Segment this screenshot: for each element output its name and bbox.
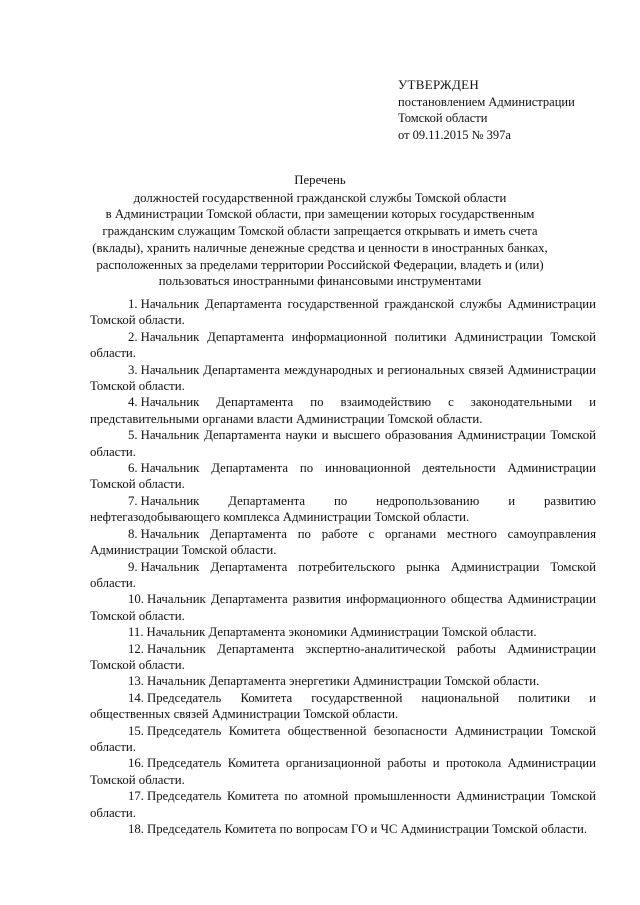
list-item <box>90 821 596 837</box>
item-number: 13. <box>128 674 144 689</box>
list-item <box>90 641 596 674</box>
item-text: Начальник Департамента экономики Администрации Томской области. <box>146 625 537 640</box>
item-number: 1. <box>128 297 138 311</box>
item-text: Начальник Департамента информационной политики Администрации Томской области. <box>90 329 596 361</box>
item-text: Начальник Департамента по инновационной деятельности Администрации Томской области. <box>90 461 596 492</box>
item-number: 4. <box>128 395 138 410</box>
item-number: 16. <box>128 756 144 771</box>
item-number: 8. <box>128 526 138 541</box>
item-number: 18. <box>128 822 144 836</box>
approval-stamp <box>398 77 575 143</box>
item-text: Председатель Комитета общественной безопасности Администрации Томской области. <box>90 723 596 754</box>
item-text: Начальник Департамента по взаимодействию с законодательными и представительными органами власти Администрации Томской области. <box>90 395 596 426</box>
item-text: Председатель Комитета по вопросам ГО и ЧС Администрации Томской области. <box>147 822 588 836</box>
item-text: Начальник Департамента науки и высшего образования Администрации Томской области. <box>90 428 596 459</box>
list-item <box>90 624 596 640</box>
title-line: пользоваться иностранными финансовыми инструментами <box>158 274 482 289</box>
item-number: 5. <box>128 428 138 443</box>
item-number: 7. <box>128 493 138 508</box>
list-item <box>90 591 596 624</box>
item-number: 15. <box>128 723 144 738</box>
item-text: Начальник Департамента потребительского рынка Администрации Томской области. <box>90 559 596 590</box>
item-text: Председатель Комитета по атомной промышленности Администрации Томской области. <box>90 789 596 820</box>
item-text: Начальник Департамента энергетики Администрации Томской области. <box>147 674 540 689</box>
list-item <box>90 493 596 526</box>
list-item <box>90 755 596 788</box>
document-heading: Перечень <box>294 173 346 187</box>
positions-list <box>90 296 596 837</box>
item-number: 10. <box>128 592 144 607</box>
approval-date-number: от 09.11.2015 № 397а <box>398 127 511 142</box>
list-item <box>90 690 596 723</box>
item-number: 11. <box>128 625 144 640</box>
list-item <box>90 427 596 460</box>
title-line: (вклады), хранить наличные денежные средства и ценности в иностранных банках, <box>92 240 548 255</box>
item-number: 14. <box>128 690 144 705</box>
list-item <box>90 329 596 362</box>
approval-title: УТВЕРЖДЕН <box>398 77 480 92</box>
approval-region: Томской области <box>398 111 488 125</box>
item-text: Начальник Департамента международных и региональных связей Администрации Томской области. <box>90 362 596 394</box>
list-item <box>90 723 596 756</box>
item-text: Председатель Комитета организационной работы и протокола Администрации Томской области. <box>90 756 596 787</box>
list-item <box>90 526 596 559</box>
item-number: 9. <box>128 559 138 574</box>
item-text: Председатель Комитета государственной национальной политики и общественных связей Администрации Томской области. <box>90 690 596 722</box>
title-line: расположенных за пределами территории Российской Федерации, владеть и (или) <box>96 257 544 272</box>
list-item <box>90 394 596 427</box>
list-item <box>90 788 596 821</box>
list-item <box>90 673 596 689</box>
list-item <box>90 296 596 329</box>
title-line: должностей государственной гражданской службы Томской области <box>133 190 507 205</box>
item-number: 12. <box>128 641 144 656</box>
item-text: Начальник Департамента по работе с органами местного самоуправления Администрации Томской области. <box>90 526 596 558</box>
title-line: в Администрации Томской области, при замещении которых государственным <box>105 207 535 222</box>
item-text: Начальник Департамента государственной гражданской службы Администрации Томской области. <box>90 297 596 328</box>
title-line: гражданским служащим Томской области запрещается открывать и иметь счета <box>102 224 538 239</box>
list-item <box>90 460 596 493</box>
item-number: 17. <box>128 789 144 804</box>
item-text: Начальник Департамента развития информационного общества Администрации Томской области. <box>90 592 596 623</box>
item-number: 6. <box>128 461 138 476</box>
item-text: Начальник Департамента экспертно-аналитической работы Администрации Томской области. <box>90 641 596 672</box>
item-number: 3. <box>128 362 138 377</box>
document-title <box>90 172 550 290</box>
list-item <box>90 362 596 395</box>
approval-decree: постановлением Администрации <box>398 94 575 109</box>
list-item <box>90 559 596 592</box>
item-number: 2. <box>128 329 138 344</box>
item-text: Начальник Департамента по недропользованию и развитию нефтегазодобывающего комплекса Администрации Томской области. <box>90 493 596 525</box>
